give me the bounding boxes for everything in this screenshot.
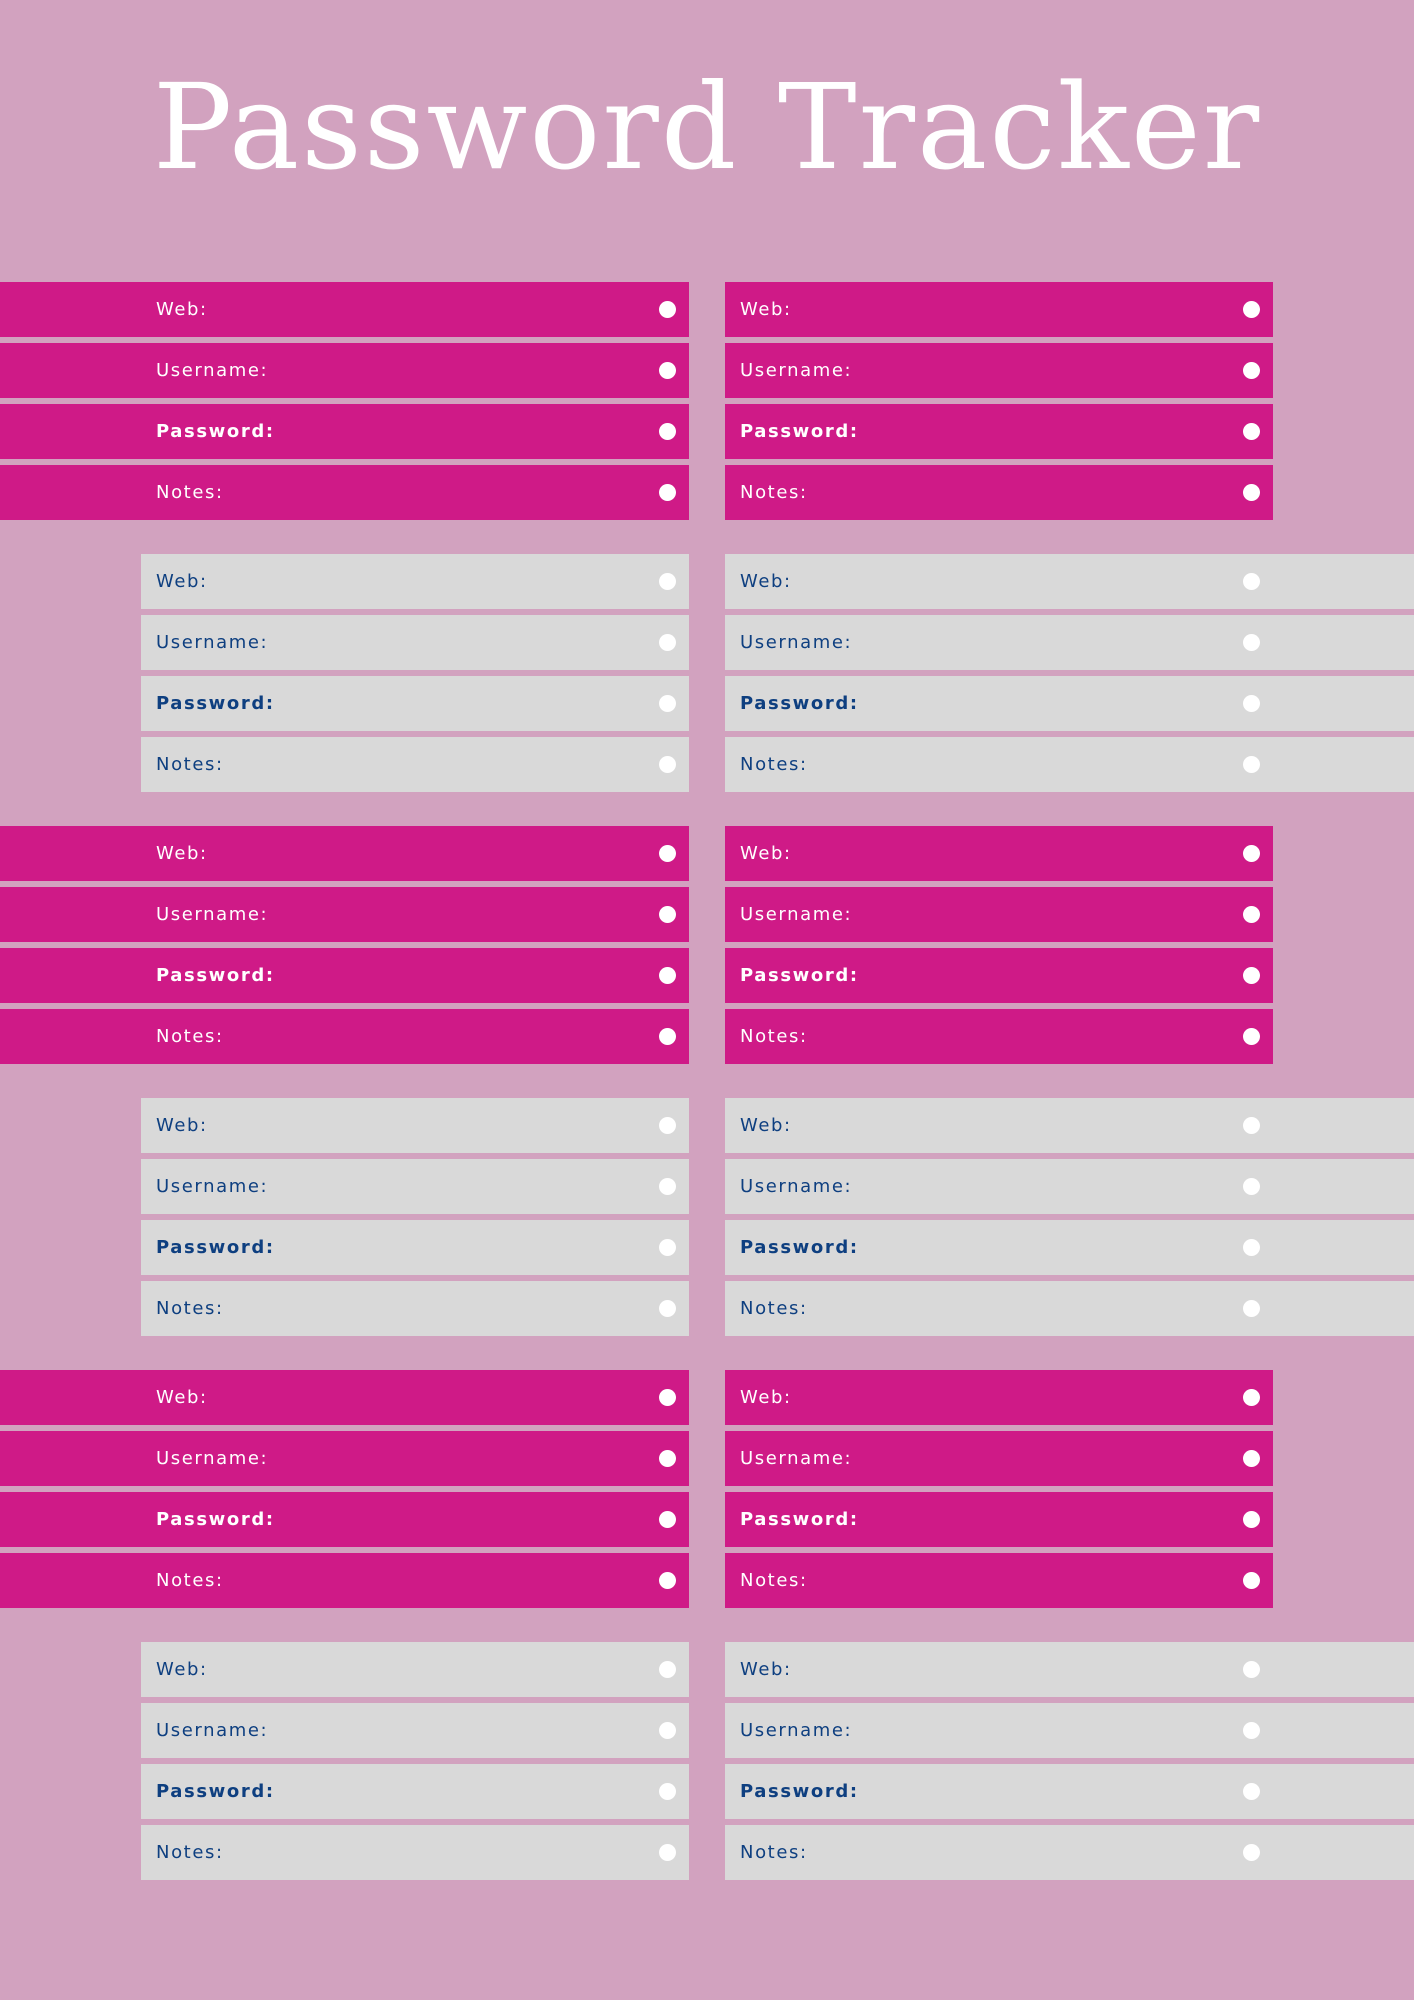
notes-field[interactable] — [725, 465, 1273, 520]
bullet-dot-icon — [659, 1117, 676, 1134]
password-label: Password: — [156, 421, 275, 442]
password-label: Password: — [740, 421, 859, 442]
bullet-dot-icon — [659, 1783, 676, 1800]
bullet-dot-icon — [659, 1511, 676, 1528]
username-label: Username: — [740, 360, 853, 381]
web-field[interactable] — [725, 826, 1273, 881]
username-field[interactable] — [141, 1703, 689, 1758]
notes-field[interactable] — [725, 737, 1414, 792]
web-label: Web: — [156, 1659, 208, 1680]
bullet-dot-icon — [1243, 1178, 1260, 1195]
web-label: Web: — [740, 571, 792, 592]
web-field[interactable] — [725, 1642, 1414, 1697]
username-label: Username: — [740, 1176, 853, 1197]
notes-field[interactable] — [725, 1281, 1414, 1336]
password-entry-card — [0, 826, 689, 1064]
notes-label: Notes: — [740, 754, 808, 775]
bullet-dot-icon — [659, 1844, 676, 1861]
web-field[interactable] — [0, 282, 689, 337]
bullet-dot-icon — [1243, 756, 1260, 773]
bullet-dot-icon — [659, 845, 676, 862]
password-field[interactable] — [725, 1492, 1273, 1547]
bullet-dot-icon — [1243, 634, 1260, 651]
web-label: Web: — [156, 571, 208, 592]
password-field[interactable] — [725, 676, 1414, 731]
bullet-dot-icon — [659, 756, 676, 773]
notes-label: Notes: — [156, 1298, 224, 1319]
notes-label: Notes: — [740, 1026, 808, 1047]
web-field[interactable] — [0, 1370, 689, 1425]
web-field[interactable] — [725, 554, 1414, 609]
bullet-dot-icon — [1243, 1511, 1260, 1528]
web-label: Web: — [156, 843, 208, 864]
username-label: Username: — [156, 360, 269, 381]
bullet-dot-icon — [659, 1300, 676, 1317]
notes-field[interactable] — [0, 1553, 689, 1608]
bullet-dot-icon — [1243, 1844, 1260, 1861]
web-field[interactable] — [725, 1098, 1414, 1153]
notes-label: Notes: — [156, 1570, 224, 1591]
password-label: Password: — [740, 1781, 859, 1802]
bullet-dot-icon — [1243, 484, 1260, 501]
notes-label: Notes: — [740, 1842, 808, 1863]
bullet-dot-icon — [659, 695, 676, 712]
username-field[interactable] — [141, 1159, 689, 1214]
password-label: Password: — [156, 1237, 275, 1258]
username-label: Username: — [156, 904, 269, 925]
web-label: Web: — [156, 1115, 208, 1136]
bullet-dot-icon — [1243, 362, 1260, 379]
username-field[interactable] — [0, 1431, 689, 1486]
web-field[interactable] — [141, 1098, 689, 1153]
bullet-dot-icon — [659, 1661, 676, 1678]
notes-label: Notes: — [156, 482, 224, 503]
password-field[interactable] — [725, 404, 1273, 459]
notes-label: Notes: — [156, 1026, 224, 1047]
notes-label: Notes: — [156, 1842, 224, 1863]
web-label: Web: — [740, 843, 792, 864]
bullet-dot-icon — [1243, 301, 1260, 318]
bullet-dot-icon — [1243, 1239, 1260, 1256]
password-entry-card — [725, 554, 1414, 792]
notes-field[interactable] — [725, 1825, 1414, 1880]
password-label: Password: — [740, 693, 859, 714]
web-field[interactable] — [0, 826, 689, 881]
password-field[interactable] — [0, 948, 689, 1003]
bullet-dot-icon — [1243, 695, 1260, 712]
bullet-dot-icon — [1243, 423, 1260, 440]
bullet-dot-icon — [659, 362, 676, 379]
username-field[interactable] — [725, 887, 1273, 942]
password-entry-card — [0, 282, 689, 520]
username-label: Username: — [156, 632, 269, 653]
username-field[interactable] — [725, 615, 1414, 670]
bullet-dot-icon — [1243, 1783, 1260, 1800]
page-title: Password Tracker — [152, 58, 1262, 196]
password-entry-card — [725, 826, 1273, 1064]
password-entry-card — [725, 1098, 1414, 1336]
bullet-dot-icon — [659, 573, 676, 590]
password-label: Password: — [156, 965, 275, 986]
notes-field[interactable] — [0, 465, 689, 520]
password-label: Password: — [156, 693, 275, 714]
password-field[interactable] — [141, 1764, 689, 1819]
notes-label: Notes: — [156, 754, 224, 775]
bullet-dot-icon — [659, 1028, 676, 1045]
notes-field[interactable] — [141, 1825, 689, 1880]
notes-label: Notes: — [740, 482, 808, 503]
bullet-dot-icon — [659, 301, 676, 318]
notes-field[interactable] — [141, 737, 689, 792]
web-label: Web: — [740, 1115, 792, 1136]
bullet-dot-icon — [659, 906, 676, 923]
username-field[interactable] — [725, 1159, 1414, 1214]
bullet-dot-icon — [1243, 1661, 1260, 1678]
bullet-dot-icon — [1243, 845, 1260, 862]
password-field[interactable] — [725, 948, 1273, 1003]
password-entry-card — [725, 1370, 1273, 1608]
username-label: Username: — [156, 1448, 269, 1469]
bullet-dot-icon — [659, 1178, 676, 1195]
username-field[interactable] — [0, 343, 689, 398]
username-label: Username: — [740, 1720, 853, 1741]
notes-label: Notes: — [740, 1570, 808, 1591]
password-field[interactable] — [725, 1764, 1414, 1819]
bullet-dot-icon — [659, 423, 676, 440]
bullet-dot-icon — [1243, 1722, 1260, 1739]
username-field[interactable] — [725, 1431, 1273, 1486]
notes-field[interactable] — [725, 1553, 1273, 1608]
username-field[interactable] — [725, 343, 1273, 398]
bullet-dot-icon — [1243, 1389, 1260, 1406]
web-label: Web: — [740, 1387, 792, 1408]
bullet-dot-icon — [1243, 1572, 1260, 1589]
username-label: Username: — [740, 904, 853, 925]
username-label: Username: — [740, 1448, 853, 1469]
web-label: Web: — [740, 299, 792, 320]
web-field[interactable] — [725, 282, 1273, 337]
bullet-dot-icon — [659, 1450, 676, 1467]
bullet-dot-icon — [659, 1722, 676, 1739]
notes-field[interactable] — [141, 1281, 689, 1336]
web-field[interactable] — [141, 1642, 689, 1697]
password-label: Password: — [156, 1509, 275, 1530]
password-field[interactable] — [725, 1220, 1414, 1275]
bullet-dot-icon — [1243, 1300, 1260, 1317]
password-label: Password: — [740, 965, 859, 986]
bullet-dot-icon — [1243, 906, 1260, 923]
username-field[interactable] — [0, 887, 689, 942]
password-entry-card — [141, 1642, 689, 1880]
bullet-dot-icon — [659, 967, 676, 984]
password-entry-card — [141, 554, 689, 792]
password-label: Password: — [156, 1781, 275, 1802]
username-label: Username: — [156, 1176, 269, 1197]
password-field[interactable] — [0, 404, 689, 459]
password-field[interactable] — [141, 676, 689, 731]
username-field[interactable] — [141, 615, 689, 670]
web-field[interactable] — [141, 554, 689, 609]
password-field[interactable] — [141, 1220, 689, 1275]
bullet-dot-icon — [659, 634, 676, 651]
bullet-dot-icon — [659, 484, 676, 501]
notes-label: Notes: — [740, 1298, 808, 1319]
password-entry-card — [725, 282, 1273, 520]
username-field[interactable] — [725, 1703, 1414, 1758]
bullet-dot-icon — [659, 1572, 676, 1589]
username-label: Username: — [156, 1720, 269, 1741]
password-field[interactable] — [0, 1492, 689, 1547]
bullet-dot-icon — [1243, 1028, 1260, 1045]
password-entry-card — [141, 1098, 689, 1336]
bullet-dot-icon — [1243, 573, 1260, 590]
notes-field[interactable] — [0, 1009, 689, 1064]
password-label: Password: — [740, 1509, 859, 1530]
password-entry-card — [0, 1370, 689, 1608]
bullet-dot-icon — [659, 1389, 676, 1406]
bullet-dot-icon — [1243, 1117, 1260, 1134]
notes-field[interactable] — [725, 1009, 1273, 1064]
username-label: Username: — [740, 632, 853, 653]
password-entry-card — [725, 1642, 1414, 1880]
web-label: Web: — [156, 299, 208, 320]
bullet-dot-icon — [1243, 967, 1260, 984]
web-field[interactable] — [725, 1370, 1273, 1425]
web-label: Web: — [156, 1387, 208, 1408]
password-label: Password: — [740, 1237, 859, 1258]
bullet-dot-icon — [659, 1239, 676, 1256]
bullet-dot-icon — [1243, 1450, 1260, 1467]
web-label: Web: — [740, 1659, 792, 1680]
